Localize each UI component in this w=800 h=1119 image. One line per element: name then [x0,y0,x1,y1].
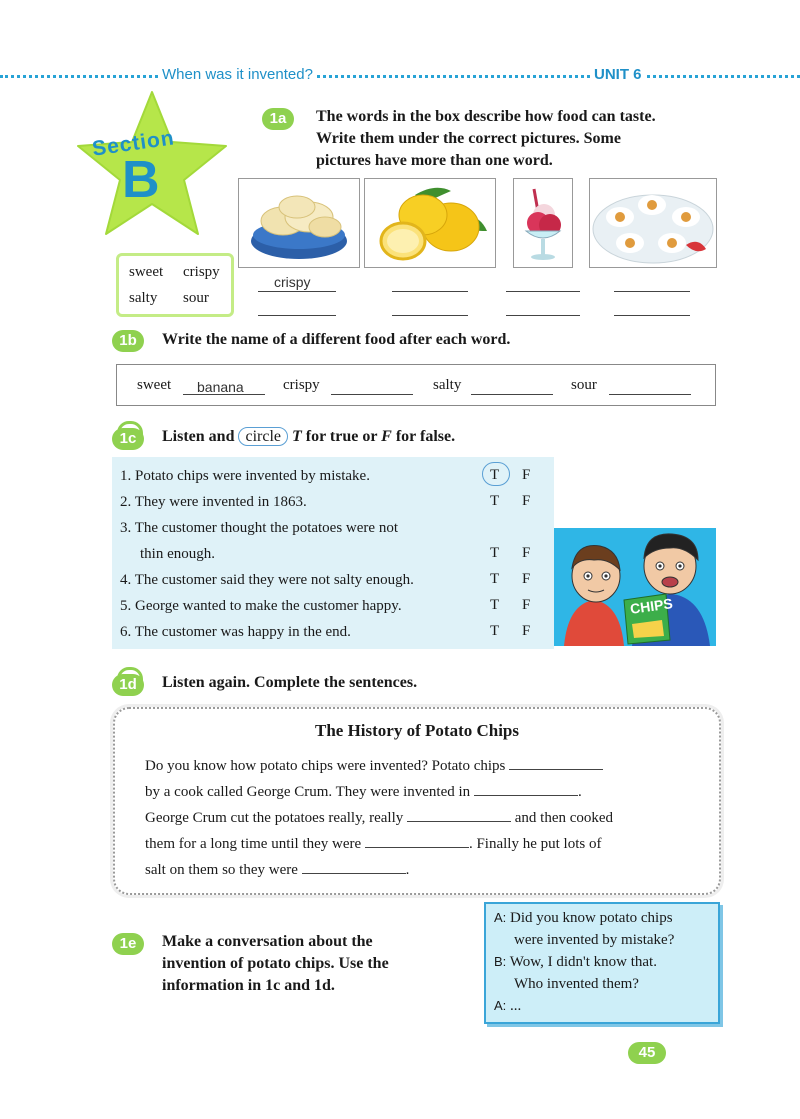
history-title: The History of Potato Chips [315,721,519,740]
history-blank-5[interactable] [302,859,406,874]
history-line-2-text: by a cook called George Crum. They were invented in [145,784,471,800]
ex1a-blank-2b[interactable] [392,315,468,316]
ex1b-example-answer: banana [197,379,244,395]
ex1c-instruction [162,426,455,448]
ex1c-instruction-mid: for true or [305,428,378,445]
dialogue-speaker-5: A: [494,998,507,1013]
history-blank-1[interactable] [509,755,603,770]
tf-false-5[interactable]: F [522,597,531,613]
word-sweet: sweet [129,264,164,280]
history-line-3-text: George Crum cut the potatoes really, really [145,810,404,826]
ex1b-word-sweet: sweet [137,377,172,393]
ex1c-item-4: 4. The customer said they were not salty enough. [120,572,414,588]
history-line-4-text: them for a long time until they were [145,836,362,852]
ex1a-blank-1a[interactable] [258,291,336,292]
ex1a-blank-4a[interactable] [614,291,690,292]
dialogue-line-4 [514,976,639,993]
tf-true-6[interactable]: T [490,623,500,639]
dialogue-text-1: Did you know potato chips [510,910,673,926]
word-salty: salty [129,290,158,306]
exercise-badge-1b: 1b [112,330,144,352]
section-letter: B [122,151,160,209]
tf-false-1[interactable]: F [522,467,531,483]
ex1a-blank-2a[interactable] [392,291,468,292]
ex1e-instruction-line-1: Make a conversation about the [162,933,373,950]
ex1c-instruction-circle: circle [238,427,288,446]
word-crispy: crispy [183,264,220,280]
header-unit: UNIT 6 [590,66,646,83]
ex1b-instruction: Write the name of a different food after each word. [162,331,511,348]
history-line-4 [145,833,601,853]
history-blank-2[interactable] [474,781,578,796]
ex1b-word-salty: salty [433,377,462,393]
ex1d-instruction: Listen again. Complete the sentences. [162,674,418,691]
word-box [116,253,234,317]
word-sour: sour [183,290,209,306]
ex1b-word-crispy: crispy [283,377,320,393]
ex1c-item-2: 2. They were invented in 1863. [120,494,307,510]
exercise-badge-1a: 1a [262,108,294,130]
sample-dialogue-box [484,902,720,1024]
ex1c-item-6: 6. The customer was happy in the end. [120,624,351,640]
tf-false-6[interactable]: F [522,623,531,639]
ex1e-instruction-line-2: invention of potato chips. Use the [162,955,389,972]
ex1c-instruction-F: F [381,428,392,445]
header-dotted-rule [0,75,800,78]
history-line-3 [145,807,613,827]
history-line-1-text: Do you know how potato chips were invented? Potato chips [145,758,506,774]
ice-cream-picture [513,178,573,268]
dialogue-text-3: Wow, I didn't know that. [509,954,657,970]
tf-true-1[interactable]: T [490,467,500,483]
ex1a-instruction-line-3: pictures have more than one word. [316,152,553,169]
section-word: Section [90,126,176,161]
ex1c-item-5: 5. George wanted to make the customer happy. [120,598,402,614]
ex1b-blank-sour[interactable] [609,394,691,395]
ex1a-blank-1b[interactable] [258,315,336,316]
tf-false-2[interactable]: F [522,493,531,509]
ex1a-blank-3a[interactable] [506,291,580,292]
history-line-5-end: . [405,862,410,878]
dialogue-text-2: were invented by mistake? [514,932,675,948]
history-line-5-text: salt on them so they were [145,862,298,878]
tf-false-3[interactable]: F [522,545,531,561]
history-line-4-end: . Finally he put lots of [468,836,602,852]
dialogue-line-1 [494,910,673,927]
history-line-1 [145,755,603,775]
tf-false-4[interactable]: F [522,571,531,587]
dialogue-line-3 [494,954,657,971]
ex1c-statements-panel [112,457,554,649]
history-line-2 [145,781,582,801]
ex1c-item-3: 3. The customer thought the potatoes were not [120,520,398,536]
ex1c-instruction-post: for false. [395,428,456,445]
header-title: When was it invented? [158,66,317,83]
history-line-2-end: . [577,784,582,800]
tf-true-3[interactable]: T [490,545,500,561]
tf-true-2[interactable]: T [490,493,500,509]
boiled-eggs-picture [589,178,717,268]
chips-bag-label: CHIPS [629,595,674,617]
ex1a-instruction-line-2: Write them under the correct pictures. Some [316,130,621,147]
ex1b-blank-crispy[interactable] [331,394,413,395]
dialogue-line-5 [494,998,521,1015]
potato-chips-picture [238,178,360,268]
boys-eating-chips-picture [554,528,716,646]
history-line-5 [145,859,409,879]
ex1b-answer-box [116,364,716,406]
ex1a-blank-3b[interactable] [506,315,580,316]
ex1c-item-3-cont: thin enough. [140,546,215,562]
exercise-badge-1e: 1e [112,933,144,955]
ex1c-instruction-pre: Listen and [162,428,235,445]
ex1c-instruction-T: T [292,428,302,445]
ex1b-word-sour: sour [571,377,597,393]
ex1a-instruction-line-1: The words in the box describe how food can taste. [316,108,656,125]
history-line-3-end: and then cooked [514,810,614,826]
dialogue-speaker-3: B: [494,954,507,969]
potato-chips-history-box [113,707,721,895]
exercise-badge-1c: 1c [112,428,144,450]
dialogue-text-4: Who invented them? [514,976,639,992]
history-blank-4[interactable] [365,833,469,848]
dialogue-text-5: ... [510,998,522,1014]
ex1a-example-answer: crispy [274,274,311,290]
history-blank-3[interactable] [407,807,511,822]
tf-true-4[interactable]: T [490,571,500,587]
ex1b-blank-sweet[interactable] [183,394,265,395]
lemons-picture [364,178,496,268]
ex1b-blank-salty[interactable] [471,394,553,395]
dialogue-line-2 [514,932,674,949]
page-number: 45 [628,1042,666,1064]
tf-true-5[interactable]: T [490,597,500,613]
ex1a-blank-4b[interactable] [614,315,690,316]
exercise-badge-1d: 1d [112,674,144,696]
dialogue-speaker-1: A: [494,910,507,925]
ex1e-instruction-line-3: information in 1c and 1d. [162,977,335,994]
ex1c-item-1: 1. Potato chips were invented by mistake. [120,468,370,484]
